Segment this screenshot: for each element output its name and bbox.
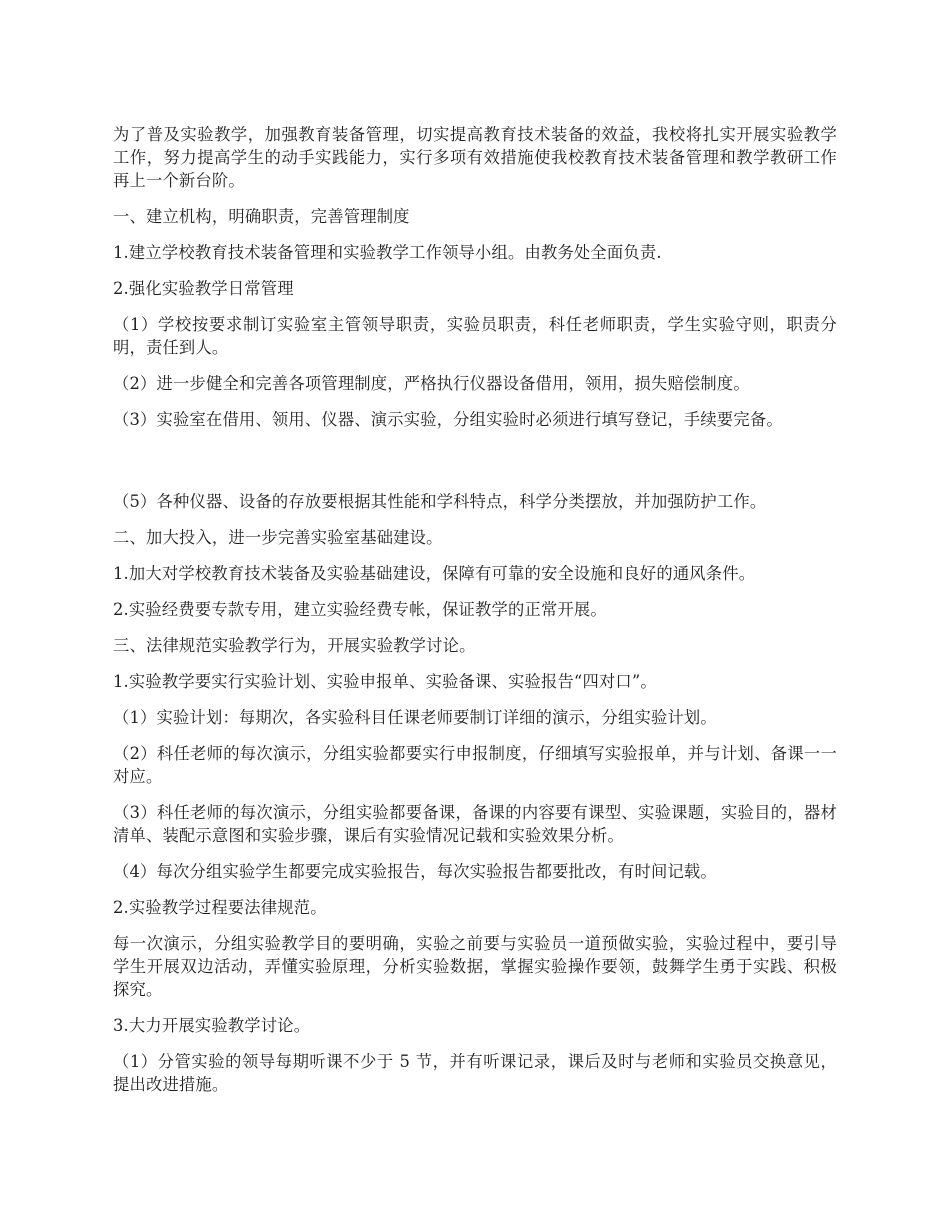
list-item: 1.建立学校教育技术装备管理和实验教学工作领导小组。由教务处全面负责. [113, 243, 662, 262]
sub-list-item: （1）学校按要求制订实验室主管领导职责，实验员职责，科任老师职责，学生实验守则，职责分明，责任到人。 [113, 315, 837, 357]
sub-list-item: （1）分管实验的领导每期听课不少于 5 节，并有听课记录，课后及时与老师和实验员交换意见，提出改进措施。 [113, 1052, 837, 1094]
sub-list-item: （2）进一步健全和完善各项管理制度，严格执行仪器设备借用，领用，损失赔偿制度。 [113, 374, 750, 393]
list-item: 2.强化实验教学日常管理 [113, 279, 294, 298]
list-item: 1.实验教学要实行实验计划、实验申报单、实验备课、实验报告“四对口”。 [113, 672, 657, 691]
list-item: 1.加大对学校教育技术装备及实验基础建设，保障有可靠的安全设施和良好的通风条件。 [113, 564, 756, 583]
sub-list-item: （3）实验室在借用、领用、仪器、演示实验，分组实验时必须进行填写登记，手续要完备。 [113, 410, 783, 429]
section-heading-3: 三、法律规范实验教学行为，开展实验教学讨论。 [113, 636, 476, 655]
body-paragraph: 每一次演示，分组实验教学目的要明确，实验之前要与实验员一道预做实验，实验过程中，要引导学生开展双边活动，弄懂实验原理，分析实验数据，掌握实验操作要领，鼓舞学生勇于实践、积极探究。 [113, 934, 837, 999]
intro-paragraph: 为了普及实验教学，加强教育装备管理，切实提高教育技术装备的效益，我校将扎实开展实验教学工作，努力提高学生的动手实践能力，实行多项有效措施使我校教育技术装备管理和教学教研工作再上一个新台阶。 [113, 125, 837, 190]
list-item: 2.实验教学过程要法律规范。 [113, 898, 327, 917]
sub-list-item: （5）各种仪器、设备的存放要根据其性能和学科特点，科学分类摆放，并加强防护工作。 [113, 492, 767, 511]
sub-list-item: （3）科任老师的每次演示，分组实验都要备课，备课的内容要有课型、实验课题，实验目的，器材清单、装配示意图和实验步骤，课后有实验情况记载和实验效果分析。 [113, 803, 837, 845]
sub-list-item: （4）每次分组实验学生都要完成实验报告，每次实验报告都要批改，有时间记载。 [113, 862, 717, 881]
document-body [113, 123, 837, 1109]
sub-list-item: （2）科任老师的每次演示，分组实验都要实行申报制度，仔细填写实验报单，并与计划、备课一一对应。 [113, 744, 837, 786]
list-item: 2.实验经费要专款专用，建立实验经费专帐，保证教学的正常开展。 [113, 600, 607, 619]
section-heading-1: 一、建立机构，明确职责，完善管理制度 [113, 207, 410, 226]
section-heading-2: 二、加大投入，进一步完善实验室基础建设。 [113, 528, 443, 547]
list-item: 3.大力开展实验教学讨论。 [113, 1016, 311, 1035]
sub-list-item: （1）实验计划：每期次，各实验科目任课老师要制订详细的演示，分组实验计划。 [113, 708, 717, 727]
blank-gap [113, 444, 837, 490]
